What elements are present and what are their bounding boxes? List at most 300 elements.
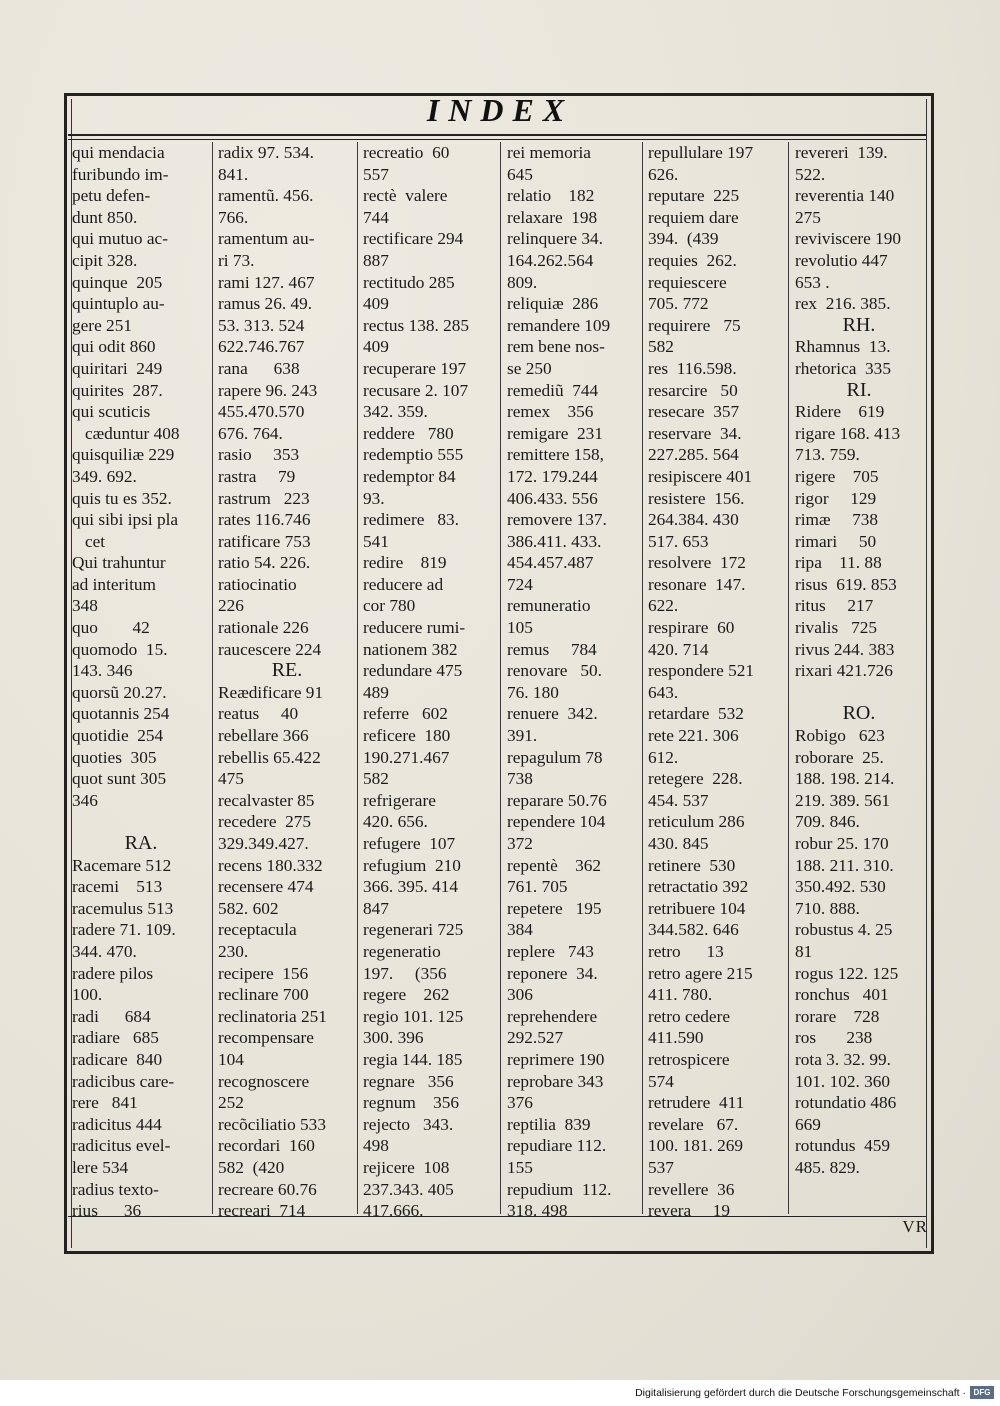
index-entry-line: 342. 359. — [363, 402, 428, 422]
index-entry-line: 841. — [218, 164, 249, 184]
index-entry-line: quo 42 — [72, 618, 150, 638]
index-entry-line: quomodo 15. — [72, 639, 168, 659]
index-entry-line: radere 71. 109. — [72, 920, 176, 940]
index-entry-line: rana 638 — [218, 358, 300, 378]
index-entry-line: RH. — [842, 313, 876, 336]
index-entry-line: reticulum 286 — [648, 812, 745, 832]
index-entry-line: rotundatio 486 — [795, 1093, 897, 1113]
index-column-1 — [72, 142, 210, 1221]
dfg-logo: DFG — [970, 1386, 994, 1399]
page-title: INDEX — [426, 92, 574, 128]
index-entry-line: 582 — [363, 769, 389, 789]
index-entry-line: 349. 692. — [72, 466, 137, 486]
index-entry-line: reviviscere 190 — [795, 229, 902, 249]
index-entry-line: resistere 156. — [648, 488, 745, 508]
index-entry-line: radicare 840 — [72, 1049, 163, 1069]
index-entry-line: quotannis 254 — [72, 704, 170, 724]
index-entry-line: rebellis 65.422 — [218, 747, 321, 767]
index-entry-line: refrigerare — [363, 790, 436, 810]
index-entry-line: rebellare 366 — [218, 726, 309, 746]
index-entry-line: radere pilos — [72, 963, 154, 983]
index-entry-line: requiescere — [648, 272, 727, 292]
index-entry-line: 411. 780. — [648, 985, 713, 1005]
index-entry-line: redundare 475 — [363, 661, 463, 681]
index-entry-line: revereri 139. — [795, 143, 888, 162]
index-entry-line: reputare 225 — [648, 186, 740, 206]
index-entry-line: qui scuticis — [72, 402, 151, 422]
index-entry-line: dunt 850. — [72, 207, 138, 227]
index-entry-line — [795, 1179, 923, 1201]
index-entry-line: requirere 75 — [648, 315, 741, 335]
index-entry-line: cæduntur 408 — [72, 423, 180, 443]
index-entry-line: 329.349.427. — [218, 834, 309, 853]
index-entry-line: radi 684 — [72, 1006, 151, 1026]
index-entry-line: 100. — [72, 985, 103, 1005]
index-entry-line: Racemare 512 — [72, 855, 172, 875]
index-entry-line: recognoscere — [218, 1071, 310, 1091]
index-entry-line: quorsũ 20.27. — [72, 682, 167, 702]
index-entry-line: quisquiliæ 229 — [72, 445, 175, 465]
index-entry-line: ri 73. — [218, 250, 255, 270]
index-column-4 — [500, 142, 645, 1221]
index-entry-line: reducere rumi- — [363, 618, 466, 638]
index-entry-line: 386.411. 433. — [507, 531, 602, 551]
index-entry-line: 143. 346 — [72, 661, 133, 681]
index-entry-line: rei memoria — [507, 143, 591, 162]
index-entry-line: rectificare 294 — [363, 229, 464, 249]
index-entry-line: rimæ 738 — [795, 510, 879, 530]
index-entry-line: raucescere 224 — [218, 639, 322, 659]
index-entry-line: 105 — [507, 618, 533, 638]
footer-bar — [0, 1380, 1000, 1406]
index-entry-line: 350.492. 530 — [795, 877, 886, 897]
index-entry-line: retinere 530 — [648, 855, 736, 875]
index-entry-line: 81 — [795, 941, 813, 961]
index-entry-line: 724 — [507, 574, 533, 594]
index-entry-line: removere 137. — [507, 510, 607, 530]
index-column-5 — [642, 142, 790, 1221]
index-entry-line: 100. 181. 269 — [648, 1136, 744, 1156]
index-entry-line: 653 . — [795, 272, 830, 292]
index-entry-line: ramentũ. 456. — [218, 186, 314, 206]
index-column-2 — [212, 142, 356, 1221]
index-entry-line: RI. — [846, 378, 872, 401]
index-entry-line: 376 — [507, 1093, 533, 1113]
index-entry-line: 669 — [795, 1114, 821, 1134]
index-entry-line: recipere 156 — [218, 963, 309, 983]
index-entry-line: repentè 362 — [507, 855, 602, 875]
index-entry-line: radicitus evel- — [72, 1136, 171, 1156]
index-entry-line: rivus 244. 383 — [795, 639, 895, 659]
index-entry-line: 318. 498 — [507, 1201, 568, 1221]
index-entry-line: 622. — [648, 596, 679, 616]
index-entry-line: rota 3. 32. 99. — [795, 1049, 891, 1069]
index-entry-line: 93. — [363, 488, 385, 508]
index-entry-line: 454.457.487 — [507, 553, 594, 573]
index-entry-line: redimere 83. — [363, 510, 459, 530]
index-entry-line: recreatio 60 — [363, 143, 450, 162]
index-entry-line: rete 221. 306 — [648, 726, 739, 746]
index-entry-line: quis tu es 352. — [72, 488, 172, 508]
index-entry-line: ratiocinatio — [218, 574, 297, 594]
index-entry-line: respirare 60 — [648, 618, 735, 638]
index-entry-line: rectitudo 285 — [363, 272, 455, 292]
index-entry-line: rorare 728 — [795, 1006, 880, 1026]
index-entry-line: ratificare 753 — [218, 531, 311, 551]
index-entry-line: 409 — [363, 294, 389, 314]
index-entry-line: radiare 685 — [72, 1028, 159, 1048]
index-entry-line: 574 — [648, 1071, 674, 1091]
index-entry-line: rigare 168. 413 — [795, 423, 901, 443]
index-entry-line: reprimere 190 — [507, 1049, 605, 1069]
index-entry-line: 710. 888. — [795, 898, 860, 918]
index-entry-line: 485. 829. — [795, 1157, 860, 1177]
index-entry-line: 582 — [648, 337, 674, 357]
index-entry-line: 237.343. 405 — [363, 1179, 454, 1199]
index-entry-line: RE. — [271, 659, 303, 682]
index-entry-line: rastra 79 — [218, 466, 296, 486]
index-entry-line: racemulus 513 — [72, 898, 174, 918]
index-entry-line: quintuplo au- — [72, 294, 165, 314]
index-entry-line: revelare 67. — [648, 1114, 739, 1134]
index-entry-line: Robigo 623 — [795, 726, 885, 746]
index-entry-line: rationale 226 — [218, 618, 309, 638]
index-entry-line: 705. 772 — [648, 294, 709, 314]
index-entry-line: repagulum 78 — [507, 747, 603, 767]
index-entry-line: 227.285. 564 — [648, 445, 739, 465]
index-entry-line: qui sibi ipsi pla — [72, 510, 179, 530]
index-entry-line: 164.262.564 — [507, 250, 594, 270]
index-entry-line: 744 — [363, 207, 389, 227]
index-entry-line: 264.384. 430 — [648, 510, 739, 530]
index-entry-line: 541 — [363, 531, 389, 551]
index-entry-line: 219. 389. 561 — [795, 790, 891, 810]
index-entry-line: ronchus 401 — [795, 985, 889, 1005]
index-entry-line: rogus 122. 125 — [795, 963, 899, 983]
index-entry-line — [795, 682, 923, 704]
index-entry-line: 622.746.767 — [218, 337, 305, 357]
index-entry-line: refugere 107 — [363, 834, 456, 853]
index-entry-line: 172. 179.244 — [507, 466, 598, 486]
index-entry-line: 300. 396 — [363, 1028, 424, 1048]
index-entry-line: regio 101. 125 — [363, 1006, 464, 1026]
index-entry-line: remediũ 744 — [507, 380, 599, 400]
index-entry-line: rotundus 459 — [795, 1136, 891, 1156]
index-entry-line: retardare 532 — [648, 704, 744, 724]
index-entry-line: regenerari 725 — [363, 920, 464, 940]
index-entry-line: resonare 147. — [648, 574, 746, 594]
index-entry-line: reddere 780 — [363, 423, 454, 443]
index-entry-line: regnum 356 — [363, 1093, 459, 1113]
footer-credit: Digitalisierung gefördert durch die Deutsche Forschungsgemeinschaft · — [635, 1387, 966, 1399]
index-entry-line: resecare 357 — [648, 402, 740, 422]
index-entry-line: renovare 50. — [507, 661, 603, 681]
index-entry-line: 738 — [507, 769, 533, 789]
index-entry-line: rixari 421.726 — [795, 661, 893, 681]
index-entry-line: quirites 287. — [72, 380, 163, 400]
index-entry-line: 420. 714 — [648, 639, 709, 659]
index-entry-line: 645 — [507, 164, 533, 184]
index-entry-line: refugium 210 — [363, 855, 461, 875]
index-entry-line: 766. — [218, 207, 249, 227]
index-entry-line: repudium 112. — [507, 1179, 612, 1199]
index-entry-line: gere 251 — [72, 315, 132, 335]
index-entry-line: rem bene nos- — [507, 337, 605, 357]
index-entry-line: ratio 54. 226. — [218, 553, 311, 573]
index-entry-line: 366. 395. 414 — [363, 877, 459, 897]
index-entry-line: qui odit 860 — [72, 337, 156, 357]
index-entry-line: recusare 2. 107 — [363, 380, 469, 400]
index-entry-line: reptilia 839 — [507, 1114, 591, 1134]
index-entry-line: rere 841 — [72, 1093, 138, 1113]
index-entry-line: 887 — [363, 250, 389, 270]
index-entry-line: Qui trahuntur — [72, 553, 166, 573]
index-entry-line: resarcire 50 — [648, 380, 738, 400]
index-entry-line: rastrum 223 — [218, 488, 310, 508]
index-entry-line: retro agere 215 — [648, 963, 753, 983]
index-entry-line: retrudere 411 — [648, 1093, 745, 1113]
index-entry-line: petu defen- — [72, 186, 151, 206]
index-entry-line: 76. 180 — [507, 682, 559, 702]
index-entry-line: 252 — [218, 1093, 244, 1113]
index-entry-line: relatio 182 — [507, 186, 595, 206]
index-entry-line: rivalis 725 — [795, 618, 878, 638]
index-entry-line: cipit 328. — [72, 250, 138, 270]
index-entry-line: remex 356 — [507, 402, 594, 422]
index-entry-line: redire 819 — [363, 553, 447, 573]
index-entry-line: 430. 845 — [648, 834, 709, 853]
index-entry-line: 582 (420 — [218, 1157, 285, 1177]
index-entry-line: rectè valere — [363, 186, 448, 206]
index-entry-line: remigare 231 — [507, 423, 603, 443]
index-entry-line: 344. 470. — [72, 941, 137, 961]
index-entry-line: cet — [72, 531, 106, 551]
index-entry-line: retegere 228. — [648, 769, 743, 789]
index-entry-line: recreare 60.76 — [218, 1179, 317, 1199]
index-entry-line: revolutio 447 — [795, 250, 888, 270]
index-entry-line: reprehendere — [507, 1006, 598, 1026]
index-entry-line: remittere 158, — [507, 445, 604, 465]
index-entry-line: robur 25. 170 — [795, 834, 889, 853]
index-entry-line: se 250 — [507, 358, 552, 378]
index-entry-line: res 116.598. — [648, 358, 737, 378]
index-entry-line: redemptio 555 — [363, 445, 464, 465]
index-entry-line: 626. — [648, 164, 679, 184]
index-entry-line: rasio 353 — [218, 445, 300, 465]
index-entry-line: revera 19 — [648, 1201, 731, 1221]
index-entry-line: 420. 656. — [363, 812, 428, 832]
index-entry-line: 676. 764. — [218, 423, 283, 443]
index-entry-line: revellere 36 — [648, 1179, 735, 1199]
index-entry-line: furibundo im- — [72, 164, 169, 184]
index-entry-line: rependere 104 — [507, 812, 606, 832]
index-entry-line: cor 780 — [363, 596, 416, 616]
index-entry-line: reclinare 700 — [218, 985, 309, 1005]
index-entry-line: ramentum au- — [218, 229, 315, 249]
index-entry-line: robustus 4. 25 — [795, 920, 893, 940]
index-entry-line: reatus 40 — [218, 704, 299, 724]
index-entry-line: quinque 205 — [72, 272, 163, 292]
index-entry-line: Rhamnus 13. — [795, 337, 891, 357]
index-entry-line: quotidie 254 — [72, 726, 164, 746]
index-entry-line: 417.666. — [363, 1201, 424, 1221]
index-entry-line: radicibus care- — [72, 1071, 175, 1091]
index-entry-line: rejicere 108 — [363, 1157, 450, 1177]
index-entry-line: rigor 129 — [795, 488, 877, 508]
index-entry-line: 537 — [648, 1157, 674, 1177]
index-entry-line: 384 — [507, 920, 533, 940]
index-entry-line: requiem dare — [648, 207, 739, 227]
index-entry-line: 643. — [648, 682, 679, 702]
index-entry-line: recensere 474 — [218, 877, 314, 897]
index-entry-line: ritus 217 — [795, 596, 874, 616]
index-entry-line: regere 262 — [363, 985, 450, 1005]
index-entry-line: 104 — [218, 1049, 244, 1069]
index-entry-line: 517. 653 — [648, 531, 709, 551]
index-entry-line: 557 — [363, 164, 389, 184]
index-entry-line: ripa 11. 88 — [795, 553, 882, 573]
index-columns — [72, 142, 922, 1221]
index-entry-line: 709. 846. — [795, 812, 860, 832]
index-entry-line: referre 602 — [363, 704, 448, 724]
index-entry-line: 761. 705 — [507, 877, 568, 897]
index-entry-line: reducere ad — [363, 574, 444, 594]
index-entry-line: reliquiæ 286 — [507, 294, 599, 314]
index-entry-line: resolvere 172 — [648, 553, 746, 573]
index-entry-line: racemi 513 — [72, 877, 163, 897]
index-entry-line: remuneratio — [507, 596, 591, 616]
index-entry-line: 188. 198. 214. — [795, 769, 895, 789]
index-entry-line: 713. 759. — [795, 445, 860, 465]
index-entry-line: reprobare 343 — [507, 1071, 604, 1091]
index-entry-line: regia 144. 185 — [363, 1049, 463, 1069]
index-entry-line: quoties 305 — [72, 747, 157, 767]
index-entry-line: radius texto- — [72, 1179, 159, 1199]
index-entry-line: reponere 34. — [507, 963, 598, 983]
index-entry-line: rectus 138. 285 — [363, 315, 470, 335]
index-entry-line: quot sunt 305 — [72, 769, 167, 789]
index-column-3 — [357, 142, 501, 1221]
index-entry-line: radix 97. 534. — [218, 143, 314, 162]
index-entry-line: relaxare 198 — [507, 207, 598, 227]
index-entry-line: radicitus 444 — [72, 1114, 162, 1134]
index-entry-line: retro 13 — [648, 941, 724, 961]
index-entry-line: 847 — [363, 898, 389, 918]
index-entry-line: risus 619. 853 — [795, 574, 897, 594]
index-entry-line: remandere 109 — [507, 315, 611, 335]
index-entry-line: 409 — [363, 337, 389, 357]
index-entry-line: quiritari 249 — [72, 358, 163, 378]
index-entry-line: roborare 25. — [795, 747, 884, 767]
index-entry-line: recompensare — [218, 1028, 314, 1048]
index-entry-line: 197. (356 — [363, 963, 447, 983]
index-column-6 — [788, 142, 923, 1214]
index-entry-line: 344.582. 646 — [648, 920, 739, 940]
index-entry-line: 292.527 — [507, 1028, 564, 1048]
index-entry-line: ramus 26. 49. — [218, 294, 313, 314]
index-entry-line: 190.271.467 — [363, 747, 450, 767]
bottom-rule — [68, 1216, 926, 1217]
index-entry-line: recens 180.332 — [218, 855, 323, 875]
index-entry-line: replere 743 — [507, 941, 594, 961]
index-entry-line: respondere 521 — [648, 661, 755, 681]
index-entry-line: recedere 275 — [218, 812, 312, 832]
index-entry-line: 372 — [507, 834, 533, 853]
index-entry-line: 155 — [507, 1157, 533, 1177]
index-entry-line: 498 — [363, 1136, 389, 1156]
index-entry-line: requies 262. — [648, 250, 737, 270]
index-entry-line — [72, 811, 210, 833]
index-entry-line: retrospicere — [648, 1049, 730, 1069]
index-entry-line: 226 — [218, 596, 244, 616]
index-entry-line: RO. — [842, 702, 876, 725]
index-entry-line: redemptor 84 — [363, 466, 456, 486]
index-entry-line: Reædificare 91 — [218, 682, 324, 702]
index-entry-line: 612. — [648, 747, 679, 767]
index-entry-line: ros 238 — [795, 1028, 873, 1048]
index-entry-line: reclinatoria 251 — [218, 1006, 327, 1026]
index-entry-line: regnare 356 — [363, 1071, 454, 1091]
index-entry-line: rami 127. 467 — [218, 272, 315, 292]
index-entry-line: 475 — [218, 769, 244, 789]
index-entry-line: rex 216. 385. — [795, 294, 891, 314]
catchword: VR — [902, 1217, 928, 1236]
index-entry-line: retribuere 104 — [648, 898, 746, 918]
index-entry-line: 348 — [72, 596, 98, 616]
index-entry-line: repullulare 197 — [648, 143, 754, 162]
index-entry-line: 454. 537 — [648, 790, 709, 810]
index-entry-line: 489 — [363, 682, 389, 702]
index-entry-line: 101. 102. 360 — [795, 1071, 891, 1091]
index-entry-line: rates 116.746 — [218, 510, 311, 530]
index-entry-line: 53. 313. 524 — [218, 315, 305, 335]
index-entry-line: remus 784 — [507, 639, 597, 659]
index-entry-line: recordari 160 — [218, 1136, 315, 1156]
index-entry-line: regeneratio — [363, 941, 441, 961]
index-entry-line: rius 36 — [72, 1201, 142, 1221]
index-entry-line: reficere 180 — [363, 726, 451, 746]
index-entry-line: recõciliatio 533 — [218, 1114, 326, 1134]
index-entry-line: resipiscere 401 — [648, 466, 753, 486]
index-entry-line: renuere 342. — [507, 704, 598, 724]
index-entry-line: 582. 602 — [218, 898, 279, 918]
index-entry-line: reparare 50.76 — [507, 790, 607, 810]
index-entry-line: RA. — [124, 832, 158, 854]
index-entry-line: nationem 382 — [363, 639, 458, 659]
index-entry-line: 455.470.570 — [218, 402, 305, 422]
index-entry-line: 230. — [218, 941, 249, 961]
index-entry-line: reverentia 140 — [795, 186, 895, 206]
index-entry-line: lere 534 — [72, 1157, 129, 1177]
index-entry-line: rigere 705 — [795, 466, 879, 486]
title-rule — [68, 134, 926, 140]
index-entry-line: reservare 34. — [648, 423, 742, 443]
index-entry-line: retractatio 392 — [648, 877, 749, 897]
index-entry-line: rapere 96. 243 — [218, 380, 318, 400]
index-entry-line: 275 — [795, 207, 821, 227]
index-entry-line: relinquere 34. — [507, 229, 603, 249]
index-entry-line: recuperare 197 — [363, 358, 467, 378]
index-entry-line: 188. 211. 310. — [795, 855, 894, 875]
index-entry-line: 346 — [72, 790, 98, 810]
index-entry-line: qui mendacia — [72, 143, 165, 162]
index-entry-line: recalvaster 85 — [218, 790, 315, 810]
index-entry-line: recreari 714 — [218, 1201, 306, 1221]
index-entry-line: 411.590 — [648, 1028, 704, 1048]
index-entry-line: rejecto 343. — [363, 1114, 454, 1134]
index-entry-line: repudiare 112. — [507, 1136, 607, 1156]
index-entry-line: Ridere 619 — [795, 402, 885, 422]
